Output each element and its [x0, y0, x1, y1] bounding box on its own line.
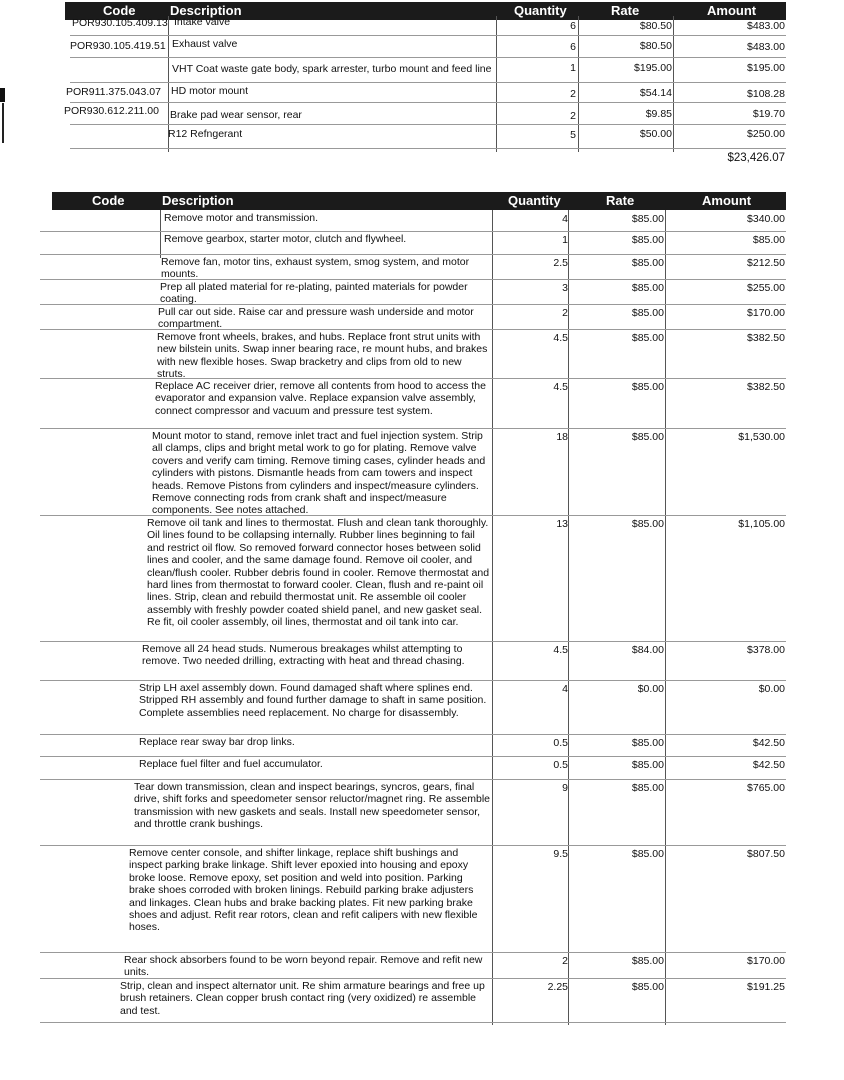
description-cell: Tear down transmission, clean and inspect bearings, syncros, gears, final drive, shift forks and speedometer sensor reluctor/magnet ring. Re assemble transmission with new gaskets and seals. Install new speedometer sensor, and throttle crank bushings. [134, 781, 491, 831]
description-cell: Remove front wheels, brakes, and hubs. Replace front strut units with new bilstein units. Swap inner bearing race, re mount hubs, and brakes with new flexible hoses. Swap bracketry and clips from old to new struts. [157, 331, 488, 381]
rate-cell: $85.00 [631, 737, 664, 749]
description-cell: Intake valve [174, 16, 231, 28]
rate-cell: $80.50 [639, 40, 672, 52]
header-code: Code [92, 193, 125, 208]
quantity-cell: 9 [562, 782, 568, 794]
amount-cell: $1,530.00 [738, 431, 785, 443]
amount-cell: $807.50 [747, 848, 785, 860]
code-cell: POR911.375.043.07 [66, 86, 161, 98]
quantity-cell: 4 [562, 683, 568, 695]
rate-cell: $85.00 [631, 981, 664, 993]
description-cell: Remove motor and transmission. [164, 212, 319, 224]
description-cell: Mount motor to stand, remove inlet tract and fuel injection system. Strip all clamps, clips and bright metal work to go for plating. Remove valve covers and verify cam timing. Remove timing cases, cylinder heads and cylinders with pistons. Dismantle heads from cam towers and inspect heads. Remove Pistons from cylinders and inspect/measure cylinders. Remove connecting rods from crank shaft and inspect/measure components. See notes attached. [152, 430, 486, 517]
header-quantity: Quantity [514, 3, 567, 18]
quantity-cell: 3 [562, 282, 568, 294]
quantity-cell: 1 [570, 62, 576, 74]
amount-cell: $340.00 [747, 213, 785, 225]
amount-cell: $483.00 [747, 41, 785, 53]
quantity-cell: 4.5 [553, 381, 568, 393]
amount-cell: $0.00 [758, 683, 785, 695]
quantity-cell: 2.25 [547, 981, 568, 993]
rate-cell: $50.00 [639, 128, 672, 140]
description-cell: R12 Refngerant [168, 128, 243, 140]
description-cell: Replace rear sway bar drop links. [139, 736, 295, 748]
rate-cell: $195.00 [634, 62, 672, 74]
rate-cell: $80.50 [639, 20, 672, 32]
amount-cell: $212.50 [747, 257, 785, 269]
description-cell: Remove gearbox, starter motor, clutch and flywheel. [164, 233, 407, 245]
quantity-cell: 0.5 [553, 737, 568, 749]
header-quantity: Quantity [508, 193, 561, 208]
amount-cell: $19.70 [752, 108, 785, 120]
description-cell: Prep all plated material for re-plating, painted materials for powder coating. [160, 281, 468, 306]
code-cell: POR930.105.409.13 [72, 17, 168, 29]
code-cell: POR930.612.211.00 [64, 105, 159, 117]
quantity-cell: 13 [556, 518, 568, 530]
rate-cell: $9.85 [645, 108, 672, 120]
amount-cell: $42.50 [752, 759, 785, 771]
description-cell: Remove oil tank and lines to thermostat. Flush and clean tank thoroughly. Oil lines found to be collapsing internally. Rubber lines beginning to fail and restrict oil flow. So removed forward connector hoses between solid lines and cooler, and the same damage found. Remove oil cooler, and clean/flush cooler. Rubber debris found in cooler. Remove thermostat and hard lines from thermostat to forward cooler. Clean, flush and re-paint oil lines. Strip, clean and rebuild thermostat unit. Re assemble oil cooler assembly with freshly powder coated shield panel, and new gasket seal. Re fit, oil cooler assembly, oil lines, thermostat and oil tank into car. [147, 517, 490, 629]
header-description: Description [170, 3, 242, 18]
quantity-cell: 2 [570, 88, 576, 100]
rate-cell: $85.00 [631, 381, 664, 393]
amount-cell: $170.00 [747, 307, 785, 319]
code-cell: POR930.105.419.51 [70, 40, 166, 52]
rate-cell: $85.00 [631, 234, 664, 246]
description-cell: Pull car out side. Raise car and pressure wash underside and motor compartment. [158, 306, 474, 331]
invoice-total: $23,426.07 [727, 152, 785, 164]
description-cell: Brake pad wear sensor, rear [170, 109, 302, 121]
rate-cell: $85.00 [631, 257, 664, 269]
amount-cell: $108.28 [747, 88, 785, 100]
quantity-cell: 4.5 [553, 644, 568, 656]
amount-cell: $42.50 [752, 737, 785, 749]
description-cell: Strip, clean and inspect alternator unit. Re shim armature bearings and free up brush retainers. Clean copper brush contact ring (very oxidized) re assemble and test. [120, 980, 485, 1017]
description-cell: Remove center console, and shifter linkage, replace shift bushings and inspect parking brake linkage. Shift lever epoxied into housing and epoxy broke loose. Remove epoxy, set position and weld into position. Parking brake shoes corroded with broken linings. Rebuild parking brake adjusters and linkages. Clean hubs and brake backing plates. Fit new parking brake shoes and adjust. Refit rear rotors, clean and refit calipers with new flexible hoses. [129, 847, 478, 934]
scan-margin-mark [2, 103, 4, 143]
rate-cell: $85.00 [631, 213, 664, 225]
rate-cell: $85.00 [631, 782, 664, 794]
rate-cell: $85.00 [631, 848, 664, 860]
description-cell: Rear shock absorbers found to be worn beyond repair. Remove and refit new units. [124, 954, 483, 979]
description-cell: Replace AC receiver drier, remove all contents from hood to access the evaporator and expansion valve. Replace expansion valve assembly, connect compressor and vacuum and pressure test system. [155, 380, 486, 417]
amount-cell: $250.00 [747, 128, 785, 140]
header-rate: Rate [611, 3, 640, 18]
quantity-cell: 2 [562, 955, 568, 967]
amount-cell: $1,105.00 [738, 518, 785, 530]
header-code: Code [103, 3, 136, 18]
amount-cell: $195.00 [747, 62, 785, 74]
quantity-cell: 2 [562, 307, 568, 319]
description-cell: Remove fan, motor tins, exhaust system, smog system, and motor mounts. [161, 256, 470, 281]
amount-cell: $255.00 [747, 282, 785, 294]
rate-cell: $85.00 [631, 431, 664, 443]
quantity-cell: 4 [562, 213, 568, 225]
rate-cell: $85.00 [631, 332, 664, 344]
rate-cell: $85.00 [631, 759, 664, 771]
quantity-cell: 5 [570, 129, 576, 141]
description-cell: HD motor mount [171, 85, 249, 97]
header-amount: Amount [707, 3, 757, 18]
quantity-cell: 2.5 [553, 257, 568, 269]
scan-margin-mark [0, 88, 5, 102]
header-rate: Rate [606, 193, 635, 208]
rate-cell: $85.00 [631, 282, 664, 294]
rate-cell: $84.00 [631, 644, 664, 656]
quantity-cell: 4.5 [553, 332, 568, 344]
description-cell: Remove all 24 head studs. Numerous breakages whilst attempting to remove. Two needed drilling, extracting with heat and thread chasing. [142, 643, 465, 668]
description-cell: Exhaust valve [172, 38, 238, 50]
amount-cell: $765.00 [747, 782, 785, 794]
quantity-cell: 2 [570, 110, 576, 122]
rate-cell: $0.00 [637, 683, 664, 695]
header-description: Description [162, 193, 234, 208]
quantity-cell: 0.5 [553, 759, 568, 771]
header-amount: Amount [702, 193, 752, 208]
quantity-cell: 6 [570, 41, 576, 53]
description-cell: Strip LH axel assembly down. Found damaged shaft where splines end. Stripped RH assembly and found further damage to shaft in same position. Complete assemblies need replacement. No charge for disassembly. [139, 682, 487, 719]
description-cell: Replace fuel filter and fuel accumulator. [139, 758, 323, 770]
amount-cell: $191.25 [747, 981, 785, 993]
quantity-cell: 18 [556, 431, 568, 443]
quantity-cell: 9.5 [553, 848, 568, 860]
quantity-cell: 6 [570, 20, 576, 32]
rate-cell: $54.14 [639, 87, 672, 99]
description-cell: VHT Coat waste gate body, spark arrester, turbo mount and feed line [172, 63, 492, 75]
table2-header [52, 192, 786, 210]
rate-cell: $85.00 [631, 955, 664, 967]
amount-cell: $382.50 [747, 332, 785, 344]
quantity-cell: 1 [562, 234, 568, 246]
amount-cell: $85.00 [752, 234, 785, 246]
amount-cell: $378.00 [747, 644, 785, 656]
amount-cell: $483.00 [747, 20, 785, 32]
amount-cell: $382.50 [747, 381, 785, 393]
rate-cell: $85.00 [631, 307, 664, 319]
amount-cell: $170.00 [747, 955, 785, 967]
rate-cell: $85.00 [631, 518, 664, 530]
